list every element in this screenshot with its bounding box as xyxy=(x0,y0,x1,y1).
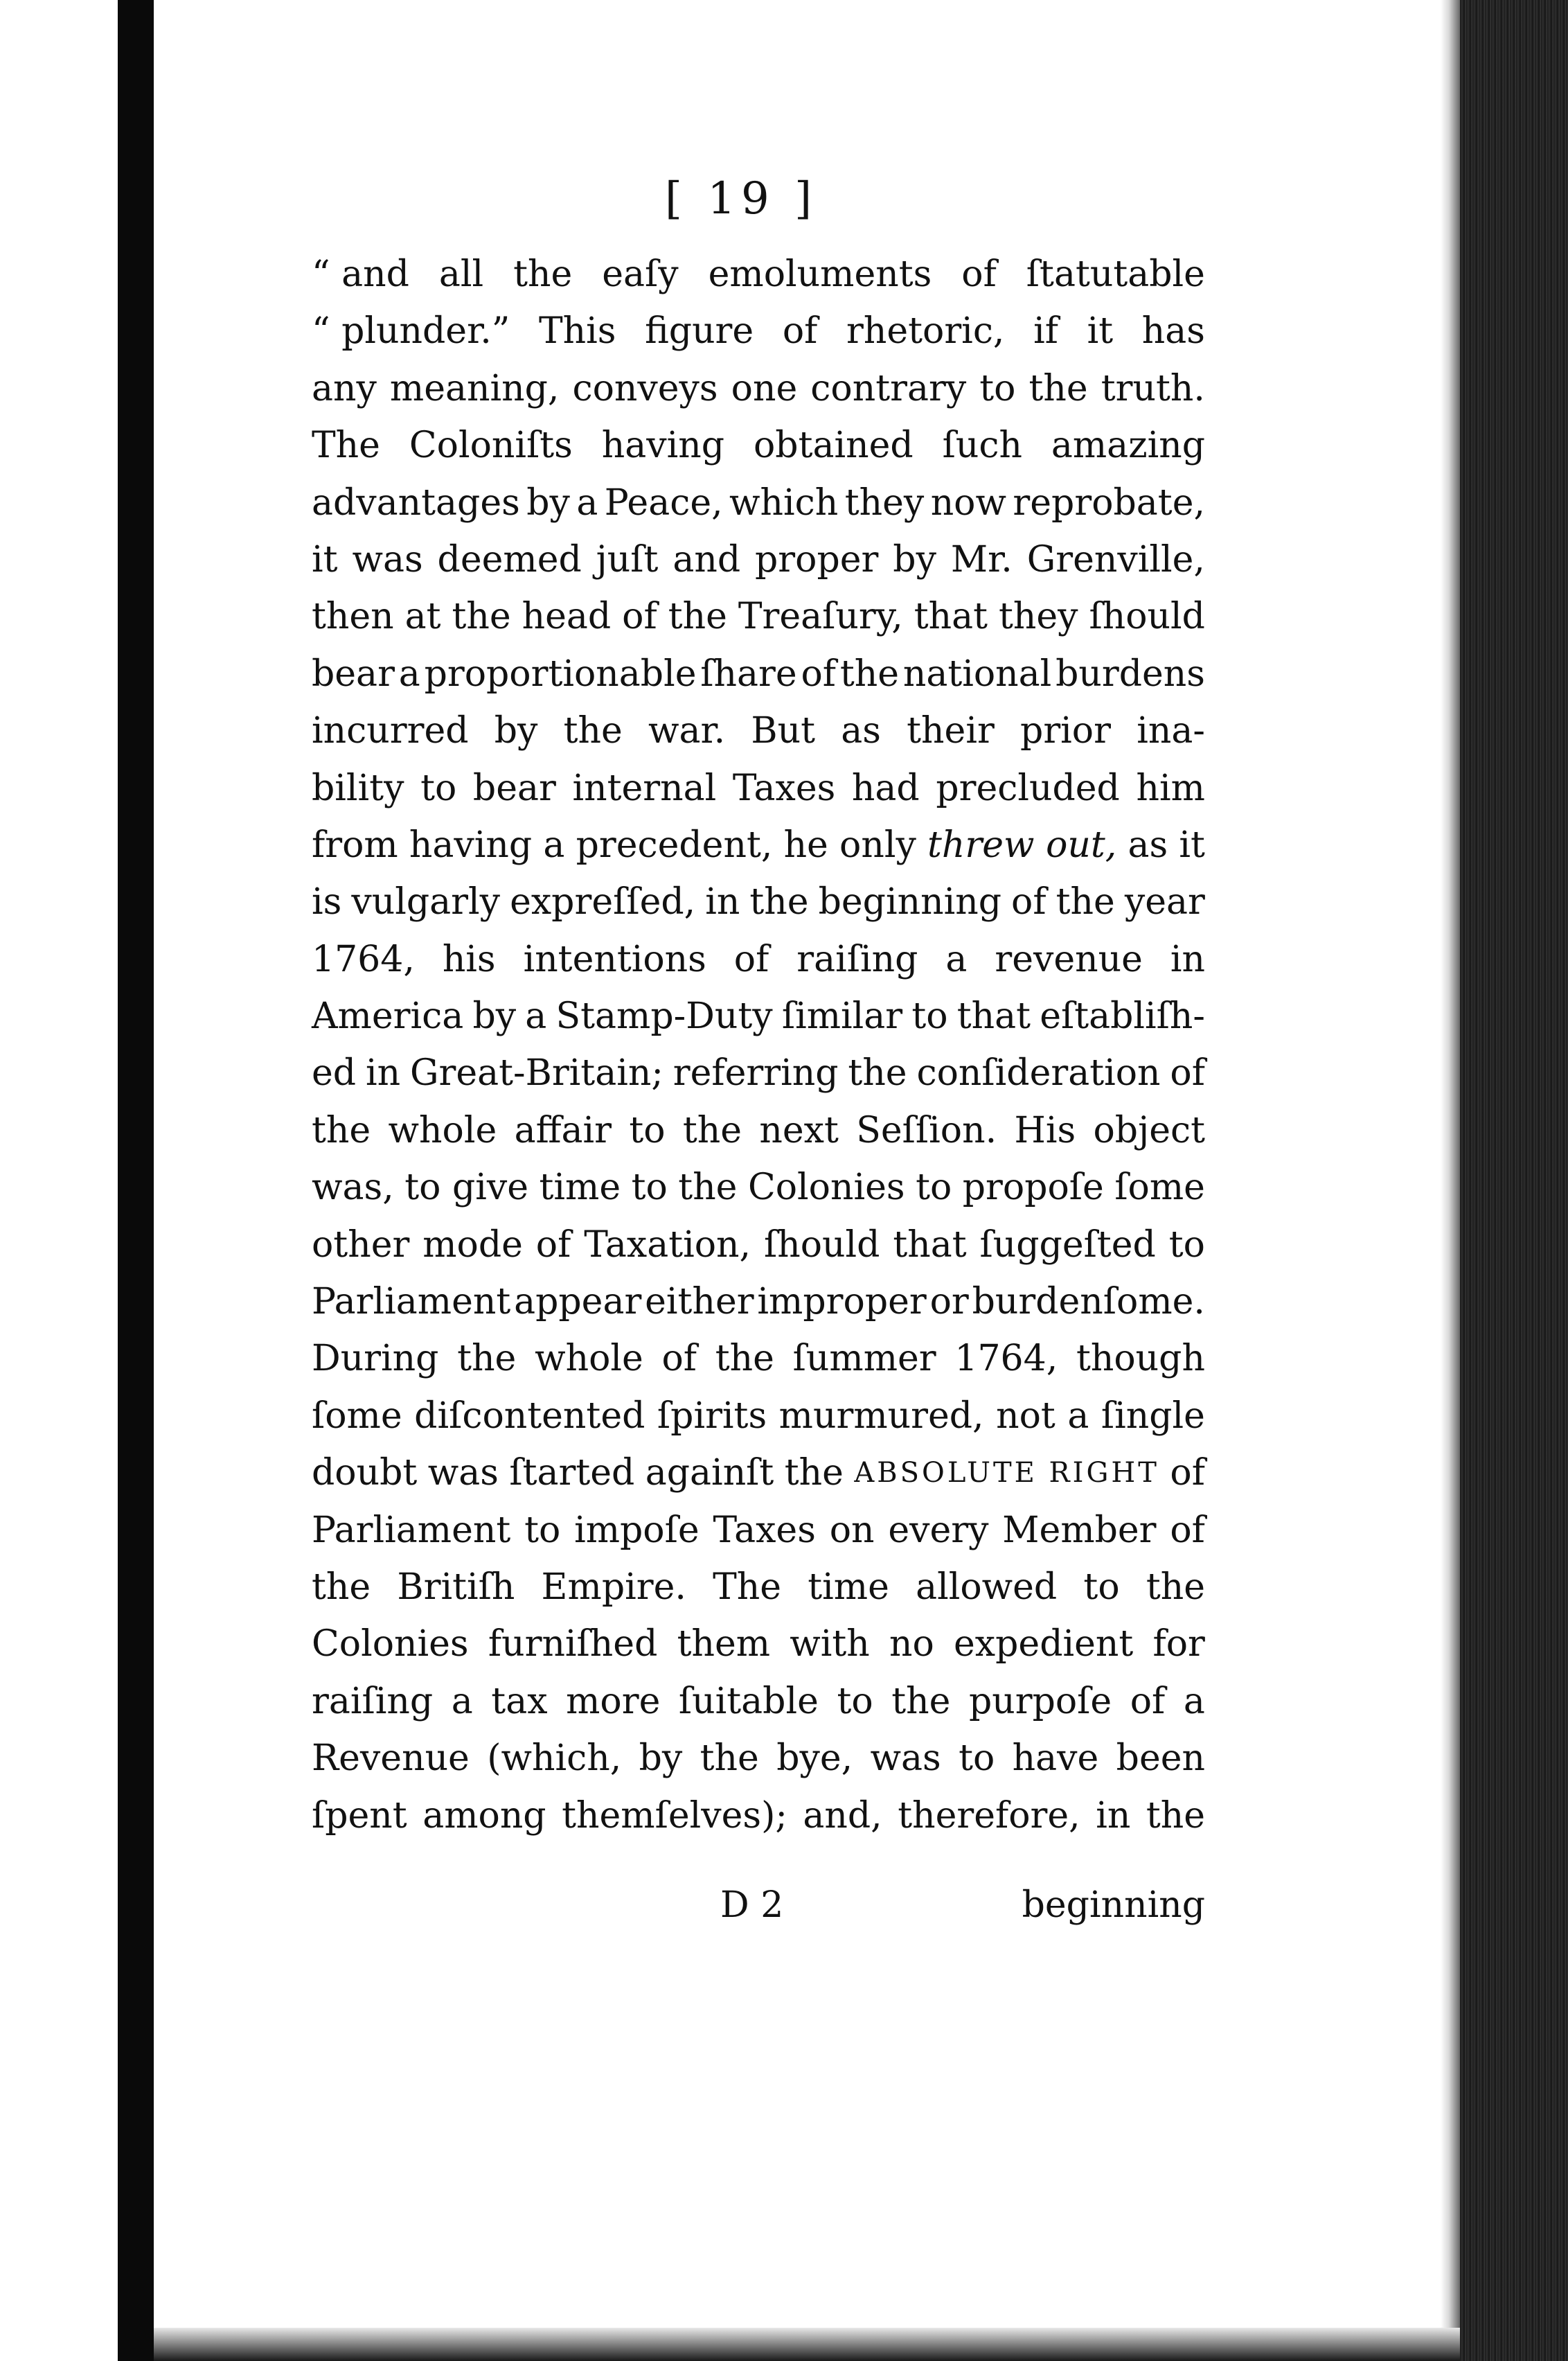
text-line xyxy=(312,1388,1205,1444)
word: doubt xyxy=(312,1452,418,1494)
word: with xyxy=(790,1623,870,1665)
word: at xyxy=(404,596,441,638)
word: ſtarted xyxy=(509,1452,635,1494)
word: the xyxy=(513,254,573,295)
word: by xyxy=(526,481,570,524)
word: ſuitable xyxy=(678,1680,819,1722)
word: and xyxy=(672,538,741,581)
word: conſideration xyxy=(916,1052,1161,1095)
word: purpoſe xyxy=(968,1680,1112,1722)
word: themſelves); xyxy=(562,1794,787,1837)
word: in xyxy=(365,1052,401,1095)
word: propoſe xyxy=(962,1167,1104,1209)
word: now xyxy=(930,481,1006,524)
word: of xyxy=(622,596,657,638)
word: (which, xyxy=(487,1737,622,1780)
word: was xyxy=(352,538,423,581)
page-number-header: [ 19 ] xyxy=(665,173,818,224)
word: any xyxy=(312,367,377,409)
page-edge-shadow xyxy=(1441,0,1461,2361)
catchword: beginning xyxy=(1022,1884,1205,1926)
word: Taxes xyxy=(732,767,836,809)
word: the xyxy=(678,1167,738,1209)
word: impoſe xyxy=(574,1509,700,1551)
word: to xyxy=(631,1167,668,1209)
word: as xyxy=(1128,824,1168,866)
word: beginning xyxy=(818,881,1001,923)
word: to xyxy=(959,1737,995,1780)
word: proper xyxy=(755,538,879,581)
word: time xyxy=(808,1566,889,1608)
text-line xyxy=(312,646,1205,702)
word: to give xyxy=(404,1167,529,1209)
word: whole xyxy=(388,1109,497,1151)
word: deemed xyxy=(437,538,582,581)
word: a xyxy=(525,996,547,1038)
word: a xyxy=(945,938,968,980)
word: allowed xyxy=(916,1566,1058,1608)
word: was xyxy=(427,1452,499,1494)
word: eſtabliſh- xyxy=(1040,996,1205,1038)
word: to xyxy=(979,367,1016,409)
word: to xyxy=(837,1680,873,1722)
word: juſt xyxy=(596,538,659,581)
word: the xyxy=(457,1338,517,1380)
book-fore-edge xyxy=(1460,0,1568,2361)
word: bear xyxy=(312,653,395,695)
word: expreſſed, xyxy=(510,881,696,923)
word: his xyxy=(442,938,496,980)
word: meaning, xyxy=(389,367,560,409)
word: not xyxy=(996,1395,1055,1437)
word: of xyxy=(782,310,818,353)
word: a xyxy=(1067,1395,1089,1437)
text-line xyxy=(312,417,1205,474)
word: Taxes xyxy=(713,1509,816,1551)
word: Britiſh xyxy=(397,1566,515,1608)
word: had xyxy=(851,767,920,809)
word: to xyxy=(916,1167,952,1209)
word: ſtatutable xyxy=(1026,254,1205,295)
word: among xyxy=(422,1794,546,1837)
word: obtained xyxy=(753,425,914,467)
word: emoluments xyxy=(708,254,932,295)
word: the xyxy=(312,1566,371,1608)
text-line xyxy=(312,1102,1205,1159)
word: one xyxy=(731,367,798,409)
word: ſhould xyxy=(763,1223,880,1266)
word: Colonies xyxy=(312,1623,469,1665)
word: ſpent xyxy=(312,1794,407,1837)
text-line xyxy=(312,702,1205,759)
word: 1764, xyxy=(312,938,415,980)
word: by xyxy=(639,1737,683,1780)
word: advantages xyxy=(312,481,520,524)
word: During xyxy=(312,1338,439,1380)
text-line xyxy=(312,1616,1205,1672)
facing-page-edge xyxy=(0,0,118,2361)
word: mode xyxy=(422,1223,523,1266)
text-line xyxy=(312,1787,1205,1844)
word: of xyxy=(1170,1052,1205,1095)
word: Stamp-Duty xyxy=(555,996,773,1038)
word: appear xyxy=(514,1281,642,1323)
word: having xyxy=(601,425,725,467)
word: therefore, xyxy=(898,1794,1080,1837)
text-line xyxy=(312,1330,1205,1387)
word: to xyxy=(524,1509,561,1551)
word: bear xyxy=(472,767,556,809)
word: year xyxy=(1124,881,1205,923)
text-line xyxy=(312,1159,1205,1216)
word: they xyxy=(999,596,1078,638)
word: precedent, xyxy=(576,824,773,866)
word: them xyxy=(677,1623,771,1665)
word: precluded xyxy=(936,767,1120,809)
word: ſhare xyxy=(700,653,797,695)
word: rhetoric, xyxy=(846,310,1005,353)
word: ſuch xyxy=(942,425,1022,467)
word: The xyxy=(312,425,380,467)
text-line xyxy=(312,1502,1205,1559)
word: America xyxy=(312,996,464,1038)
word: the xyxy=(839,653,900,695)
word: to xyxy=(911,996,948,1038)
word: a xyxy=(451,1680,473,1722)
word: is xyxy=(312,881,342,923)
text-line xyxy=(312,1217,1205,1273)
word: only xyxy=(839,824,916,866)
word: ſummer xyxy=(792,1338,936,1380)
word: burdens xyxy=(1055,653,1205,695)
text-line xyxy=(312,1730,1205,1787)
word: it xyxy=(1179,824,1205,866)
word: bility xyxy=(312,767,404,809)
word: eaſy xyxy=(602,254,679,295)
word: ſome xyxy=(312,1395,402,1437)
body-text xyxy=(312,246,1205,1844)
word: diſcontented xyxy=(414,1395,645,1437)
signature-mark: D 2 xyxy=(720,1884,784,1926)
word: a xyxy=(543,824,565,866)
word: the xyxy=(682,1109,742,1151)
word: of xyxy=(801,653,837,695)
word: Member xyxy=(1002,1509,1157,1551)
text-line xyxy=(312,1559,1205,1616)
word: affair xyxy=(514,1109,612,1151)
word: a xyxy=(398,653,420,695)
word: conveys xyxy=(572,367,718,409)
word: raiſing xyxy=(796,938,918,980)
text-line xyxy=(312,588,1205,645)
word: the xyxy=(784,1452,844,1494)
word: all xyxy=(438,254,484,295)
word: by xyxy=(472,996,517,1038)
word: Mr. xyxy=(950,538,1013,581)
word: contrary xyxy=(810,367,967,409)
word: head xyxy=(522,596,612,638)
word: vulgarly xyxy=(351,881,501,923)
word: he xyxy=(783,824,828,866)
text-line xyxy=(312,1045,1205,1102)
word: though xyxy=(1076,1338,1205,1380)
word: time xyxy=(539,1167,621,1209)
word: was, xyxy=(312,1167,394,1209)
word: ſpirits xyxy=(657,1395,767,1437)
text-line xyxy=(312,531,1205,588)
word: a xyxy=(576,481,598,524)
word: ABSOLUTE RIGHT xyxy=(854,1457,1159,1489)
word: referring xyxy=(672,1052,839,1095)
word: object xyxy=(1093,1109,1205,1151)
word: of xyxy=(1170,1509,1205,1551)
word: ſingle xyxy=(1101,1395,1205,1437)
word: other xyxy=(312,1223,410,1266)
text-line xyxy=(312,475,1205,531)
text-line xyxy=(312,931,1205,988)
word: 1764, xyxy=(954,1338,1058,1380)
word: more xyxy=(566,1680,661,1722)
text-line xyxy=(312,760,1205,817)
word: revenue xyxy=(995,938,1143,980)
word: Seſſion. xyxy=(856,1109,997,1151)
word: either xyxy=(645,1281,754,1323)
word: the xyxy=(891,1680,951,1722)
word: burdenſome. xyxy=(972,1281,1205,1323)
word: improper xyxy=(757,1281,927,1323)
word: that xyxy=(914,596,988,638)
word: to xyxy=(629,1109,666,1151)
word: ſimilar xyxy=(781,996,903,1038)
word: has xyxy=(1141,310,1205,353)
text-line xyxy=(312,303,1205,360)
word: whole xyxy=(535,1338,643,1380)
word: it xyxy=(1087,310,1114,353)
word: the xyxy=(312,1109,371,1151)
word: Colonies xyxy=(747,1167,905,1209)
word: next xyxy=(759,1109,839,1151)
word: of xyxy=(661,1338,697,1380)
word: have xyxy=(1012,1737,1099,1780)
word: if xyxy=(1033,310,1058,353)
word: Taxation, xyxy=(584,1223,751,1266)
text-line xyxy=(312,1273,1205,1330)
word: by xyxy=(893,538,936,581)
word: in xyxy=(705,881,740,923)
word: againſt xyxy=(645,1452,774,1494)
word: the xyxy=(749,881,809,923)
word: His xyxy=(1014,1109,1076,1151)
word: incurred xyxy=(312,710,469,752)
word: that xyxy=(893,1223,967,1266)
page-bottom-shadow xyxy=(154,2328,1460,2361)
word: But xyxy=(751,710,816,752)
word: in xyxy=(1096,1794,1131,1837)
word: “ and xyxy=(312,254,409,295)
word: of xyxy=(1130,1680,1166,1722)
word: for xyxy=(1152,1623,1205,1665)
word: to xyxy=(1083,1566,1120,1608)
word: prior xyxy=(1020,710,1111,752)
word: was xyxy=(870,1737,941,1780)
word: Parliament xyxy=(312,1509,511,1551)
word: bye, xyxy=(776,1737,853,1780)
word: that xyxy=(956,996,1031,1038)
word: from xyxy=(312,824,398,866)
word: Empire. xyxy=(541,1566,686,1608)
word: having xyxy=(409,824,533,866)
word: every xyxy=(888,1509,989,1551)
text-line xyxy=(312,246,1205,303)
word: expedient xyxy=(954,1623,1134,1665)
word: the xyxy=(715,1338,774,1380)
word: tax xyxy=(491,1680,548,1722)
word: no xyxy=(889,1623,934,1665)
page-footer xyxy=(312,1884,1205,1941)
word: the xyxy=(1028,367,1088,409)
word: and, xyxy=(803,1794,882,1837)
word: intentions xyxy=(523,938,706,980)
word: threw out, xyxy=(927,824,1117,866)
word: the xyxy=(668,596,727,638)
word: the xyxy=(1055,881,1115,923)
word: Coloniſts xyxy=(409,425,573,467)
word: a xyxy=(1183,1680,1205,1722)
word: of xyxy=(961,254,997,295)
word: Peace, xyxy=(604,481,723,524)
word: ſuggeſted xyxy=(979,1223,1156,1266)
word: national xyxy=(902,653,1052,695)
word: they xyxy=(844,481,925,524)
word: truth. xyxy=(1101,367,1205,409)
text-line xyxy=(312,817,1205,874)
word: Parliament xyxy=(312,1281,511,1323)
word: ina- xyxy=(1137,710,1205,752)
word: of xyxy=(1011,881,1046,923)
word: of xyxy=(1170,1452,1205,1494)
word: to xyxy=(1168,1223,1205,1266)
word: The xyxy=(713,1566,782,1608)
word: Revenue xyxy=(312,1737,470,1780)
word: internal xyxy=(572,767,717,809)
word: of xyxy=(733,938,769,980)
word: This xyxy=(538,310,616,353)
text-line xyxy=(312,360,1205,417)
word: ſhould xyxy=(1089,596,1205,638)
word: which xyxy=(729,481,839,524)
text-line xyxy=(312,1444,1205,1501)
word: ſome xyxy=(1114,1167,1205,1209)
word: amazing xyxy=(1051,425,1205,467)
text-line xyxy=(312,874,1205,930)
word: their xyxy=(907,710,995,752)
word: the xyxy=(848,1052,907,1095)
word: Great-Britain; xyxy=(409,1052,663,1095)
text-line xyxy=(312,1673,1205,1730)
word: proportionable xyxy=(424,653,697,695)
word: on xyxy=(829,1509,875,1551)
word: reprobate, xyxy=(1013,481,1205,524)
word: figure xyxy=(645,310,754,353)
word: the xyxy=(452,596,511,638)
word: in xyxy=(1170,938,1205,980)
word: ed xyxy=(312,1052,357,1095)
word: murmured, xyxy=(778,1395,984,1437)
word: by xyxy=(494,710,538,752)
word: “ plunder.” xyxy=(312,310,510,353)
word: the xyxy=(1146,1566,1205,1608)
word: been xyxy=(1116,1737,1205,1780)
word: Treaſury, xyxy=(738,596,903,638)
word: it xyxy=(312,538,338,581)
word: war. xyxy=(648,710,726,752)
word: of xyxy=(535,1223,571,1266)
word: the xyxy=(563,710,623,752)
word: to xyxy=(420,767,457,809)
text-line xyxy=(312,988,1205,1045)
word: the xyxy=(700,1737,759,1780)
word: him xyxy=(1136,767,1205,809)
word: the xyxy=(1146,1794,1205,1837)
word: Grenville, xyxy=(1026,538,1205,581)
word: furniſhed xyxy=(488,1623,658,1665)
word: as xyxy=(841,710,881,752)
word: or xyxy=(929,1281,969,1323)
book-spine-shadow xyxy=(118,0,154,2361)
word: then xyxy=(312,596,394,638)
word: raiſing xyxy=(312,1680,434,1722)
